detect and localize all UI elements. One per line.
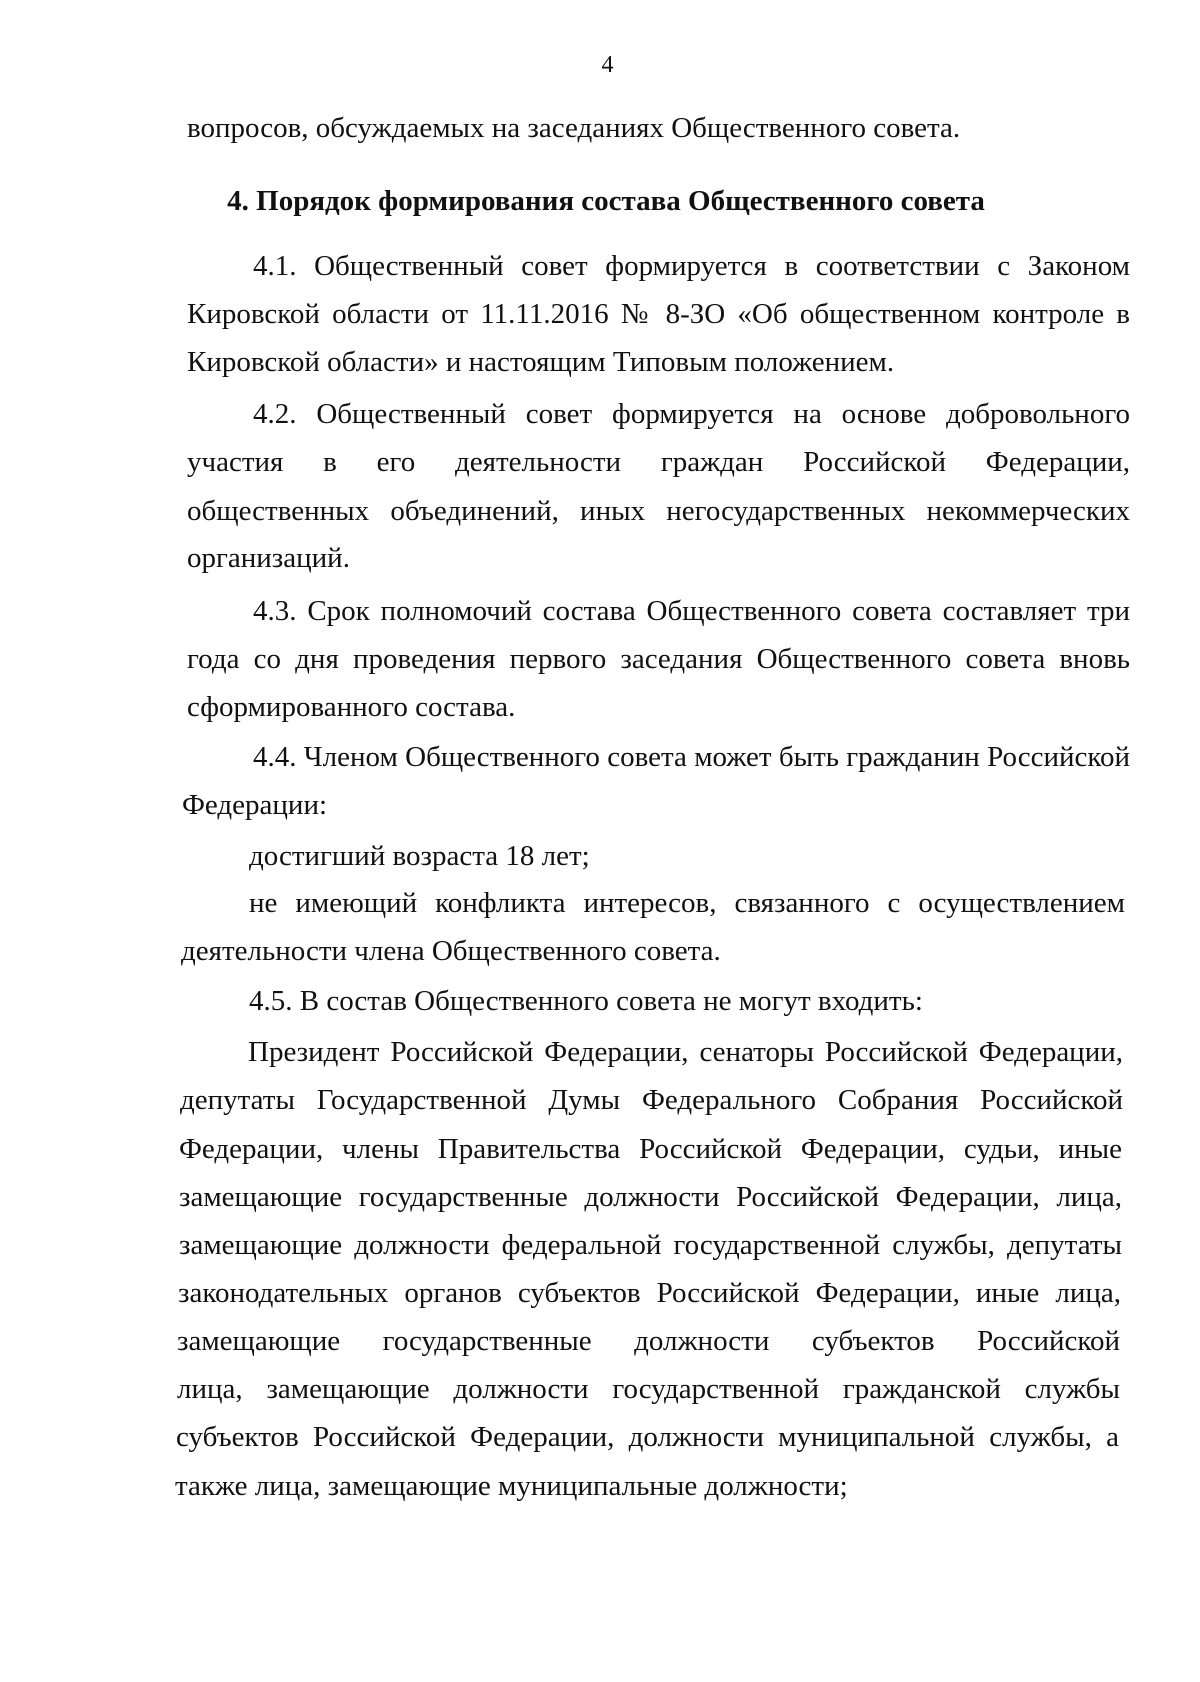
- text-line: лица, замещающие должности государственной гражданской службы: [177, 1373, 1120, 1405]
- text-line: замещающие должности федеральной государственной службы, депутаты: [179, 1229, 1122, 1261]
- text-line: депутаты Государственной Думы Федерального Собрания Российской: [180, 1084, 1123, 1116]
- text-line: замещающие государственные должности субъектов Российской: [177, 1325, 1120, 1357]
- text-line: достигший возраста 18 лет;: [249, 840, 590, 872]
- text-line: также лица, замещающие муниципальные должности;: [175, 1470, 848, 1502]
- text-line: Федерации:: [182, 789, 328, 821]
- text-line: 4.5. В состав Общественного совета не могут входить:: [249, 985, 923, 1017]
- text-line: организаций.: [187, 542, 350, 574]
- text-line: Президент Российской Федерации, сенаторы Российской Федерации,: [248, 1036, 1123, 1068]
- text-line: 4.2. Общественный совет формируется на основе добровольного: [253, 398, 1130, 430]
- text-line: Кировской области от 11.11.2016 № 8-ЗО «Об общественном контроле в: [187, 298, 1130, 330]
- text-line: вопросов, обсуждаемых на заседаниях Общественного совета.: [187, 112, 961, 144]
- text-line: законодательных органов субъектов Российской Федерации, иные лица,: [178, 1277, 1121, 1309]
- text-line: 4.3. Срок полномочий состава Общественного совета составляет три: [253, 595, 1130, 627]
- text-line: 4.1. Общественный совет формируется в соответствии с Законом: [253, 250, 1130, 282]
- text-line: года со дня проведения первого заседания Общественного совета вновь: [187, 643, 1130, 675]
- text-line: Федерации, члены Правительства Российской Федерации, судьи, иные: [179, 1133, 1122, 1165]
- text-line: субъектов Российской Федерации, должности муниципальной службы, а: [176, 1421, 1119, 1453]
- text-line: 4.4. Членом Общественного совета может быть гражданин Российской: [253, 741, 1130, 773]
- text-line: замещающие государственные должности Российской Федерации, лица,: [179, 1181, 1122, 1213]
- section-heading: 4. Порядок формирования состава Общественного совета: [227, 185, 985, 217]
- text-line: сформированного состава.: [187, 691, 516, 723]
- page-number: 4: [601, 52, 614, 78]
- text-line: участия в его деятельности граждан Российской Федерации,: [187, 446, 1130, 478]
- text-line: общественных объединений, иных негосударственных некоммерческих: [187, 495, 1130, 527]
- text-line: не имеющий конфликта интересов, связанного с осуществлением: [249, 887, 1125, 919]
- text-line: деятельности члена Общественного совета.: [181, 935, 721, 967]
- text-line: Кировской области» и настоящим Типовым положением.: [187, 346, 895, 378]
